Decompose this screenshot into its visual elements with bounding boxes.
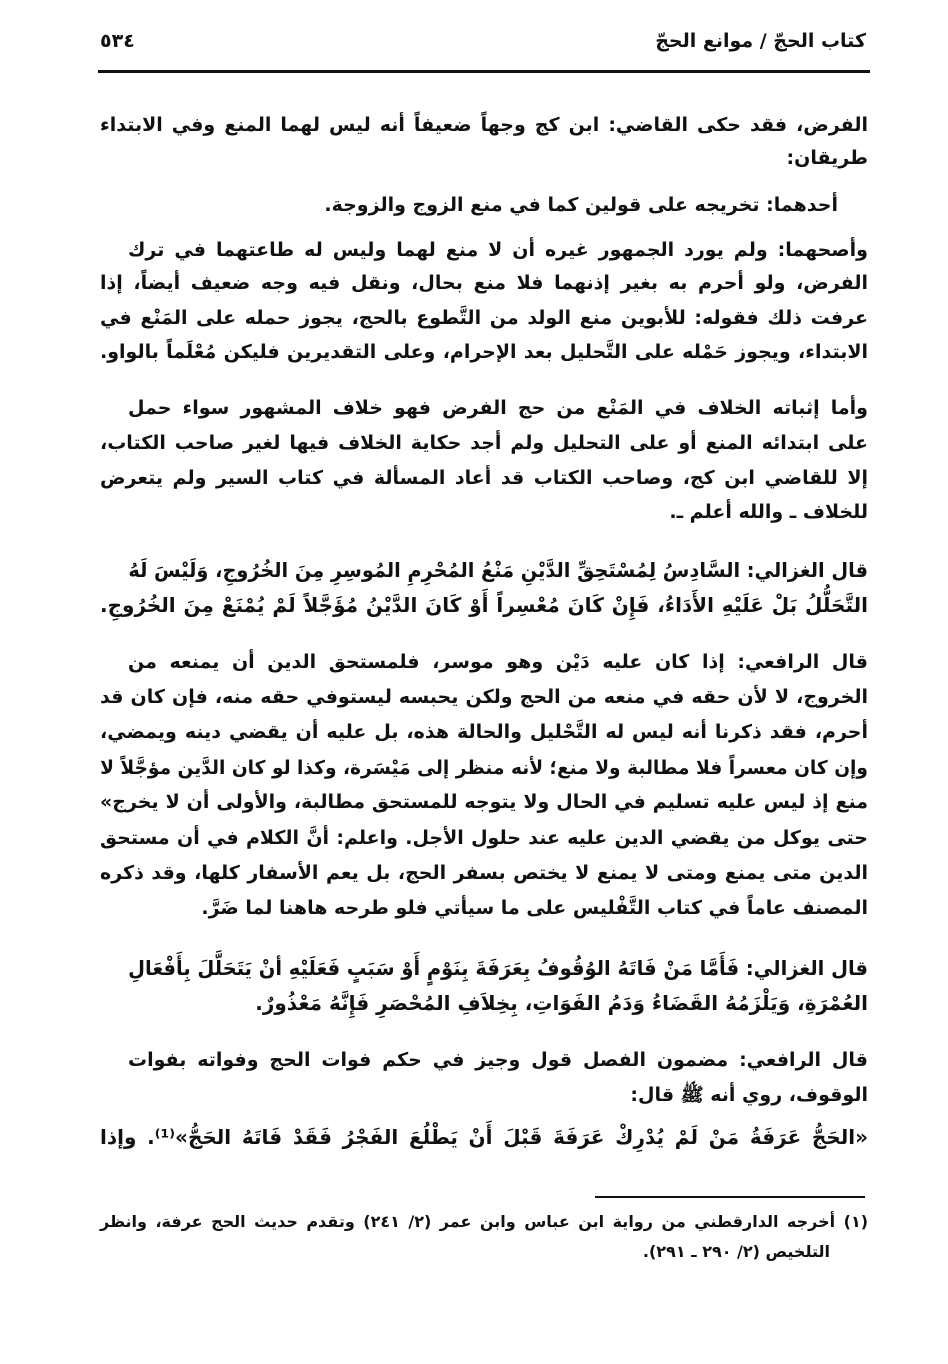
text-line: المصنف عاماً في كتاب التَّفْليس على ما سيأتي فلو طرحه هاهنا لما ضَرَّ. — [201, 897, 868, 919]
text-line: قال الرافعي: إذا كان عليه دَيْن وهو موسر، فلمستحق الدين أن يمنعه من — [128, 651, 868, 673]
text-line: قال الغزالي: السَّادِسُ لِمُسْتَحِقِّ الدَّيْنِ مَنْعُ المُحْرِمِ المُوسِرِ مِنَ الخُرُوجِ، وَلَيْسَ لَهُ — [128, 558, 868, 582]
text-line: أحرم، فقد ذكرنا أنه ليس له التَّحْليل والحالة هذه، بل عليه أن يقضي دينه ويمضي، — [100, 721, 868, 743]
text-line: وأصحهما: ولم يورد الجمهور غيره أن لا منع لهما وليس له طاعتهما في ترك — [128, 239, 868, 261]
text-line: عرفت ذلك فقوله: للأبوين منع الولد من التَّطوع بالحج، يجوز حمله على المَنْع في — [100, 307, 868, 329]
text-line: أحدهما: تخريجه على قولين كما في منع الزوج والزوجة. — [324, 194, 838, 216]
text-line: وأما إثباته الخلاف في المَنْع من حج الفرض فهو خلاف المشهور سواء حمل — [128, 397, 868, 419]
page-number: ٥٣٤ — [100, 30, 135, 52]
text-line: للخلاف ـ والله أعلم ـ. — [669, 501, 868, 523]
text-line: قال الغزالي: فَأَمَّا مَنْ فَاتَهُ الوُقُوفُ بِعَرَفَةَ بِنَوْمٍ أَوْ سَبَبٍ فَعَلَيْهِ أنْ يَتَحَلَّلَ بِأَفْعَالِ — [128, 956, 868, 980]
running-title: كتاب الحجّ / موانع الحجّ — [655, 30, 866, 52]
hadith-line: «الحَجُّ عَرَفَةُ مَنْ لَمْ يُدْرِكْ عَرَفَةَ قَبْلَ أَنْ يَطْلُعَ الفَجْرُ فَقَدْ فَاتَهُ الحَجُّ»⁽¹⁾. وإذا — [100, 1125, 869, 1149]
footnote-line: التلخيص (٢/ ٢٩٠ ـ ٢٩١). — [642, 1242, 830, 1261]
text-line: الابتداء، ويجوز حَمْله على التَّحليل بعد الإحرام، وعلى التقديرين فليكن مُعْلَماً بالواو. — [100, 341, 868, 363]
text-line: طريقان: — [786, 147, 868, 169]
footnote-line: (١) أخرجه الدارقطني من رواية ابن عباس وابن عمر (٢/ ٢٤١) وتقدم حديث الحج عرفة، وانظر — [100, 1212, 869, 1231]
text-line: إلا للقاضي ابن كج، وصاحب الكتاب قد أعاد المسألة في كتاب السير ولم يتعرض — [100, 467, 868, 489]
text-line: على ابتدائه المنع أو على التحليل ولم أجد حكاية الخلاف فيها لغير صاحب الكتاب، — [100, 432, 868, 454]
header-rule — [98, 70, 870, 73]
text-line: العُمْرَةِ، وَيَلْزَمُهُ القَضَاءُ وَدَمُ الفَوَاتِ، بِخِلاَفِ المُحْصَرِ فَإِنَّهُ مَعْذُورٌ. — [255, 991, 868, 1015]
text-line: الخروج، لا لأن حقه في منعه من الحج ولكن يحبسه ليستوفي حقه منه، فإن كان قد — [100, 686, 868, 708]
text-line: الدين متى يمنع ومتى لا يمنع لا يختص بسفر الحج، بل يعم الأسفار كلها، وقد ذكره — [100, 862, 868, 884]
text-line: التَّحَلُّلُ بَلْ عَلَيْهِ الأَدَاءُ، فَإِنْ كَانَ مُعْسِراً أَوْ كَانَ الدَّيْنُ مُؤَجَّلاً لَمْ يُمْنَعْ مِنَ الخُرُوجِ. — [100, 593, 868, 617]
text-line: قال الرافعي: مضمون الفصل قول وجيز في حكم فوات الحج وفواته بفوات — [128, 1049, 868, 1071]
text-line: حتى يوكل من يقضي الدين عليه عند حلول الأجل. واعلم: أنَّ الكلام في أن مستحق — [100, 827, 868, 849]
footnote-rule — [595, 1196, 865, 1198]
text-line: وإن كان معسراً فلا مطالبة ولا منع؛ لأنه منظر إلى مَيْسَرة، وكذا لو كان الدَّين مؤجَّلاً لا — [100, 757, 869, 779]
text-line: الفرض، فقد حكى القاضي: ابن كج وجهاً ضعيفاً أنه ليس لهما المنع وفي الابتداء — [100, 114, 868, 136]
text-line: منع إذ ليس عليه تسليم في الحال ولا يتوجه للمستحق مطالبة، والأولى أن لا يخرج» — [100, 791, 868, 813]
text-line: الفرض، ولو أحرم به بغير إذنهما فلا منع بحال، ونقل فيه وجه ضعيف أيضاً، إذا — [100, 272, 868, 294]
text-line: الوقوف، روي أنه ﷺ قال: — [630, 1084, 868, 1106]
